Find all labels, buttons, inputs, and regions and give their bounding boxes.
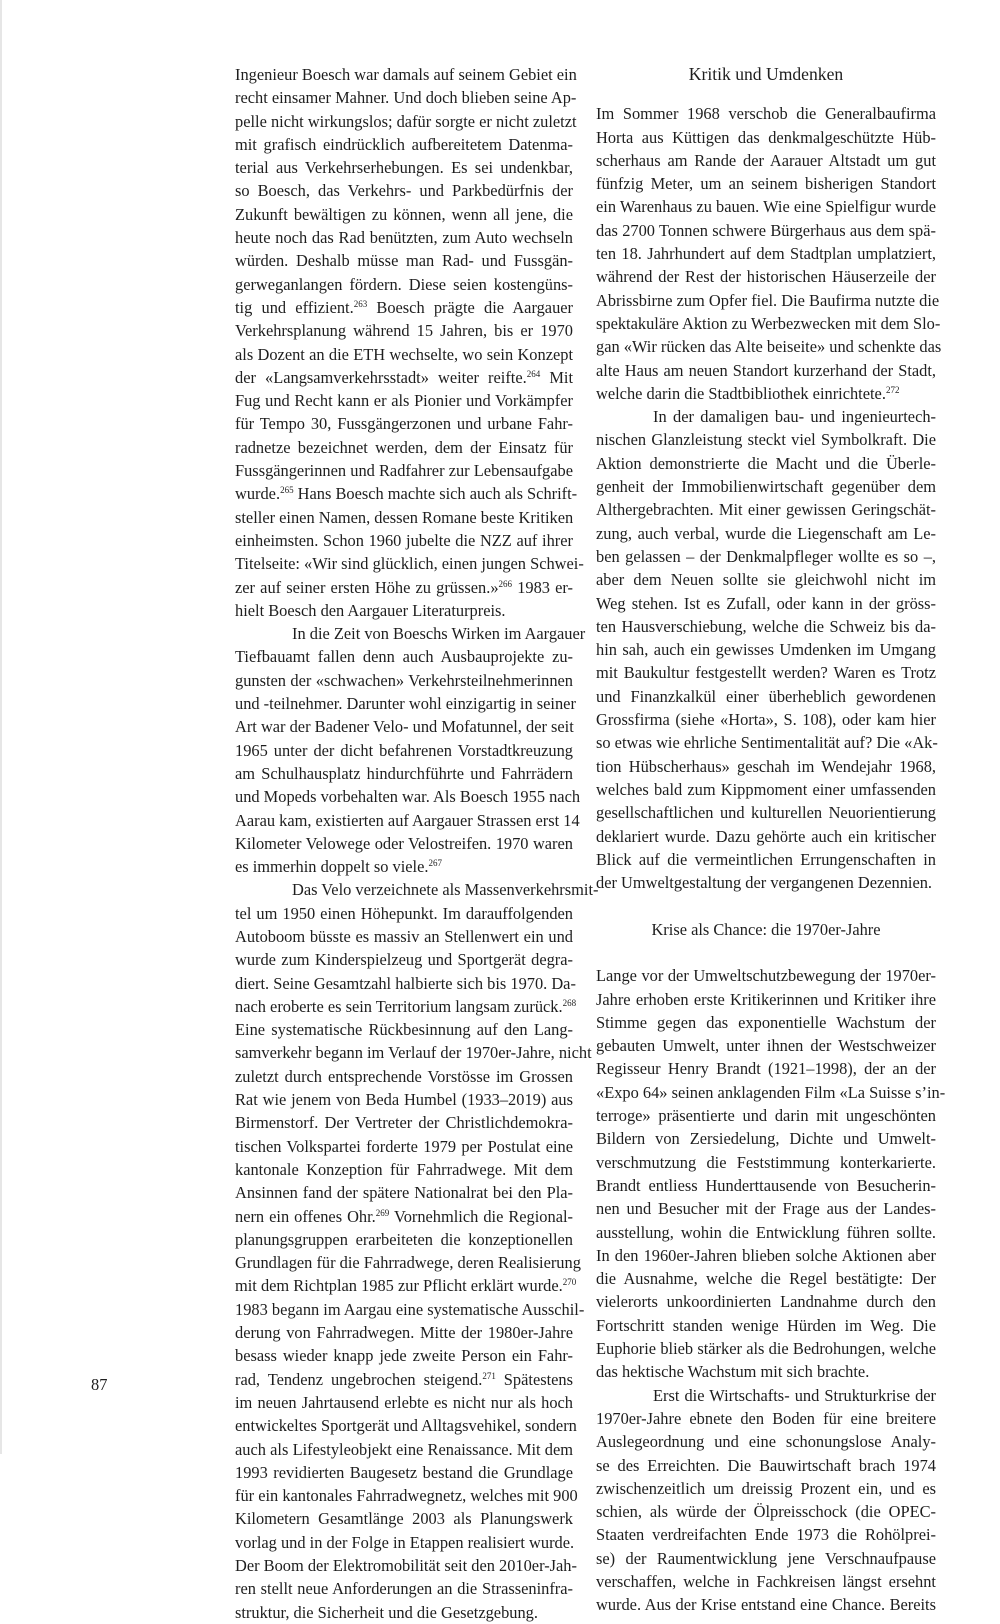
text-line: Der Boom der Elektromobilität seit den 2010er-Jah- [235, 1556, 577, 1575]
text-line: Autoboom büsste es massiv an Stellenwert ein und [235, 926, 573, 946]
footnote-marker: 265 [280, 485, 294, 496]
text-line: zuletzt durch entsprechende Vorstösse im Grossen [235, 1066, 573, 1086]
text-line: Ingenieur Boesch war damals auf seinem Gebiet ein [235, 65, 577, 84]
text-line: der Umweltgestaltung der vergangenen Dezennien. [596, 873, 933, 893]
paragraph [235, 63, 584, 622]
text-line: Regisseur Henry Brandt (1921–1998), der an der [596, 1059, 936, 1079]
section-heading: Kritik und Umdenken [688, 64, 844, 84]
text-line: Aktion demonstrierte die Macht und die Überle- [596, 453, 936, 473]
text-line: Stimme gegen das exponentielle Wachstum der [596, 1012, 936, 1032]
text-line: In den 1960er-Jahren blieben solche Aktionen aber [596, 1245, 936, 1265]
text-line: alte Haus am neuen Standort kurzerhand der Stadt, [596, 360, 936, 380]
text-line: samverkehr begann im Verlauf der 1970er-Jahre, nicht [235, 1043, 592, 1063]
text-line: Staaten verdreifachten Ende 1973 die Rohölprei- [596, 1525, 936, 1545]
text-line: Das Velo verzeichnete als Massenverkehrsmit- [292, 880, 599, 900]
text-line: terroge» präsentierte und darin mit ungeschönten [596, 1106, 936, 1126]
text-line: ten 18. Jahrhundert auf dem Stadtplan umplatziert, [596, 244, 936, 264]
text-line: In die Zeit von Boeschs Wirken im Aargauer [292, 624, 586, 644]
text-line: In der damaligen bau- und ingenieurtech- [653, 407, 936, 427]
text-line: Jahre erhoben erste Kritikerinnen und Kritiker ihre [596, 989, 936, 1009]
text-line: spektakuläre Aktion zu Werbezwecken mit dem Slo- [596, 313, 941, 333]
text-line: Im Sommer 1968 verschob die Generalbaufirma [596, 104, 936, 124]
text-line: tig und effizient.$^{263}$ Boesch prägte die Aargauer [235, 297, 574, 317]
text-line: gerweganlangen fördern. Diese seien kostengüns- [235, 274, 573, 294]
text-line: Fug und Recht kann er als Pionier und Vorkämpfer [235, 391, 573, 411]
text-line: se) der Raumentwicklung jene Verschnaufpause [596, 1548, 936, 1568]
text-line: Auslegeordnung und eine schonungslose Analy- [596, 1432, 936, 1452]
footnote-marker: 269 [375, 1207, 390, 1218]
text-line: nischen Glanzleistung steckt viel Symbolkraft. Die [596, 430, 936, 450]
text-line: Eine systematische Rückbesinnung auf den Lang- [235, 1020, 573, 1040]
subsection-heading: Krise als Chance: die 1970er-Jahre [651, 919, 881, 939]
text-line: ausstellung, wohin die Entwicklung führen sollte. [596, 1222, 936, 1242]
text-line: Rat wie jenem von Beda Humbel (1933–2019) aus [235, 1090, 573, 1110]
text-line: Weg stehen. Ist es Zufall, oder kann in der gröss- [596, 593, 936, 613]
text-line: Zukunft bewältigen zu können, wenn all jene, die [235, 204, 573, 224]
text-line: 1983 begann im Aargau eine systematische Ausschil- [235, 1299, 585, 1319]
text-line: für ein kantonales Fahrradwegnetz, welches mit 900 [235, 1486, 578, 1506]
text-line: für Tempo 30, Fussgängerzonen und urbane Fahr- [235, 414, 573, 434]
footnote-marker: 270 [562, 1277, 577, 1288]
text-line: das 2700 Tonnen schwere Bürgerhaus aus dem spä- [596, 220, 936, 240]
text-line: gan «Wir rücken das Alte beiseite» und schenkte das [596, 337, 942, 357]
text-line: genheit der Immobilienwirtschaft gegenüber dem [596, 477, 936, 497]
text-line: vorlag und in der Folge in Etappen realisiert wurde. [235, 1532, 575, 1552]
text-line: Horta aus Küttigen das denkmalgeschützte Hüb- [596, 127, 936, 147]
text-line: gesellschaftlichen und kulturellen Neuorientierung [596, 803, 936, 823]
text-line: Kilometer Velowege oder Velostreifen. 1970 waren [235, 833, 573, 853]
text-line: hin sah, auch ein gewisses Umdenken im Umgang [596, 640, 936, 660]
text-line: verschaffen, welche in Fachkreisen längst ersehnt [596, 1572, 936, 1591]
text-line: zwischenzeitlich um dreissig Prozent ein, und es [596, 1478, 936, 1498]
spacer [596, 894, 936, 917]
text-line: Brandt entliess Hunderttausende von Besucherin- [596, 1175, 936, 1195]
paragraph [596, 102, 942, 405]
text-line: Althergebrachten. Mit einer gewissen Geringschät- [596, 500, 936, 520]
text-line: es immerhin doppelt so viele.$^{267}$ [235, 857, 442, 877]
text-line: Erst die Wirtschafts- und Strukturkrise der [653, 1385, 936, 1405]
text-line: radnetze bezeichnet werden, dem der Einsatz für [235, 437, 573, 457]
text-line: Lange vor der Umweltschutzbewegung der 1970er- [596, 966, 936, 986]
paragraph [235, 878, 599, 1624]
text-line: tion Hübscherhaus» geschah im Wendejahr 1968, [596, 756, 936, 776]
text-line: gunsten der «schwachen» Verkehrsteilnehmerinnen [235, 670, 573, 690]
text-line: auch als Lifestyleobjekt eine Renaissance. Mit dem [235, 1439, 573, 1459]
text-line: pelle nicht wirkungslos; dafür sorgte er nicht zuletzt [235, 111, 577, 131]
text-line: hielt Boesch den Aargauer Literaturpreis. [235, 600, 506, 620]
text-line: kantonale Konzeption für Fahrradwege. Mit dem [235, 1159, 573, 1179]
text-line: nern ein offenes Ohr.$^{269}$ Vornehmlich die Regional- [235, 1206, 573, 1226]
text-line: Fortschritt standen wenige Hürden im Weg. Die [596, 1315, 936, 1335]
text-line: ein Warenhaus zu bauen. Wie eine Spielfigur wurde [596, 197, 936, 217]
right-column [596, 63, 946, 1617]
text-line: verschmutzung die Feststimmung konterkarierte. [596, 1152, 936, 1172]
text-line: mit grafisch eindrücklich aufbereitetem Datenma- [235, 134, 573, 154]
text-line: gebauten Umwelt, unter ihnen der Westschweizer [596, 1036, 936, 1056]
footnote-marker: 264 [526, 368, 541, 379]
paragraph [235, 622, 586, 878]
text-line: derung von Fahrradwegen. Mitte der 1980er-Jahre [235, 1323, 573, 1343]
text-line: im neuen Jahrtausend erlebte es nicht nur als hoch [235, 1392, 573, 1412]
text-line: rad, Tendenz ungebrochen steigend.$^{271}$ Spätestens [235, 1369, 574, 1389]
text-line: Kilometern Gesamtlänge 2003 als Planungswerk [235, 1509, 573, 1529]
text-line: der «Langsamverkehrsstadt» weiter reifte.$^{264}$ Mit [235, 367, 573, 387]
text-line: heute noch das Rad benützten, zum Auto wechseln [235, 228, 573, 248]
text-line: und Mopeds vorbehalten war. Als Boesch 1955 nach [235, 787, 581, 807]
footnote-marker: 267 [428, 858, 442, 869]
text-line: tischen Volkspartei forderte 1979 per Postulat eine [235, 1136, 573, 1156]
paragraph [596, 1384, 936, 1617]
text-line: struktur, die Sicherheit und die Gesetzgebung. [235, 1602, 538, 1622]
spacer [596, 86, 936, 102]
footnote-marker: 272 [885, 384, 900, 395]
text-line: Aarau kam, existierten auf Aargauer Strassen erst 14 [235, 810, 580, 830]
text-line: entwickeltes Sportgerät und Alltagsvehikel, sondern [235, 1416, 577, 1436]
page-number: 87 [91, 1375, 108, 1394]
left-column [235, 63, 599, 1624]
text-line: während der Rest der historischen Häuserzeile der [596, 267, 936, 287]
text-line: ten Hausverschiebung, welche die Schweiz bis da- [596, 616, 936, 636]
text-line: welche darin die Stadtbibliothek einrichtete.$^{272}$ [596, 383, 900, 403]
footnote-marker: 271 [482, 1370, 496, 1381]
text-line: Titelseite: «Wir sind glücklich, einen jungen Schwei- [235, 554, 584, 574]
text-line: einheimsten. Schon 1960 jubelte die NZZ auf ihrer [235, 530, 573, 550]
text-line: ren stellt neue Anforderungen an die Strasseninfra- [235, 1579, 573, 1599]
text-line: Bildern von Zersiedelung, Dichte und Umwelt- [596, 1129, 936, 1149]
text-line: Tiefbauamt fallen denn auch Ausbauprojekte zu- [235, 647, 573, 667]
text-line: würden. Deshalb müsse man Rad- und Fussgän- [235, 251, 573, 271]
text-line: schien, als würde der Ölpreisschock (die OPEC- [596, 1502, 936, 1522]
text-line: aber dem Neuen sollte sie gleichwohl nicht im [596, 570, 936, 590]
text-line: planungsgruppen erarbeiteten die konzeptionellen [235, 1229, 573, 1249]
text-line: zer auf seiner ersten Höhe zu grüssen.»$^{266}$ 1983 er- [235, 577, 573, 597]
text-line: und Finanzkalkül einer überheblich gewordenen [596, 686, 936, 706]
text-line: 1965 unter der dicht befahrenen Vorstadtkreuzung [235, 740, 573, 760]
text-line: mit dem Richtplan 1985 zur Pflicht erklärt wurde.$^{270}$ [235, 1276, 577, 1296]
text-line: scherhaus am Rande der Aarauer Altstadt um gut [596, 150, 936, 170]
text-line: fünfzig Meter, um an seinem bisherigen Standort [596, 174, 936, 194]
footnote-marker: 268 [562, 997, 577, 1008]
text-line: so Boesch, das Verkehrs- und Parkbedürfnis der [235, 181, 573, 201]
text-line: Ansinnen fand der spätere Nationalrat bei den Pla- [235, 1183, 573, 1203]
text-line: 1993 revidierten Baugesetz bestand die Grundlage [235, 1462, 573, 1482]
text-line: Grossfirma (siehe «Horta», S. 108), oder kam hier [596, 710, 936, 730]
text-line: Grundlagen für die Fahrradwege, deren Realisierung [235, 1253, 581, 1273]
text-line: besass wieder knapp jede zweite Person ein Fahr- [235, 1346, 573, 1366]
text-line: Verkehrsplanung während 15 Jahren, bis er 1970 [235, 321, 573, 341]
text-line: vielerorts unkoordinierten Landnahme durch den [596, 1292, 936, 1312]
text-line: die Ausnahme, welche die Regel bestätigte: Der [596, 1269, 936, 1289]
text-line: Art war der Badener Velo- und Mofatunnel, der seit [235, 717, 574, 737]
text-line: wurde zum Kinderspielzeug und Sportgerät degra- [235, 950, 573, 970]
text-line: deklariert wurde. Dazu gehörte auch ein kritischer [596, 826, 936, 846]
text-line: welches bald zum Kippmoment einer umfassenden [596, 779, 936, 799]
text-line: Blick auf die vermeintlichen Errungenschaften in [596, 849, 936, 869]
text-line: «Expo 64» seinen anklagenden Film «La Suisse s’in- [596, 1082, 946, 1102]
text-line: se des Erreichten. Die Bauwirtschaft brach 1974 [596, 1455, 936, 1475]
text-line: 1970er-Jahre ebnete den Boden für eine breitere [596, 1408, 936, 1428]
text-line: am Schulhausplatz hindurchführte und Fahrrädern [235, 763, 573, 783]
footnote-marker: 266 [498, 578, 513, 589]
text-line: mit Baukultur festgestellt werden? Waren es Trotz [596, 663, 936, 683]
text-line: ben gelassen – der Denkmalpfleger wollte es so –, [596, 546, 936, 566]
text-line: so etwas wie ehrliche Sentimentalität auf? Die «Ak- [596, 733, 938, 753]
text-line: wurde.$^{265}$ Hans Boesch machte sich auch als Schrift- [235, 484, 578, 504]
text-line: Euphorie blieb stärker als die Bedrohungen, welche [596, 1339, 936, 1359]
paragraph [596, 964, 946, 1383]
text-line: wurde. Aus der Krise entstand eine Chance. Bereits [596, 1595, 936, 1615]
spacer [596, 941, 936, 964]
text-line: als Dozent an die ETH wechselte, wo sein Konzept [235, 344, 573, 364]
text-line: nach eroberte es sein Territorium langsam zurück.$^{268}$ [235, 996, 577, 1016]
text-line: recht einsamer Mahner. Und doch blieben seine Ap- [235, 88, 577, 108]
text-line: Birmenstorf. Der Vertreter der Christlichdemokra- [235, 1113, 573, 1133]
text-line: und -teilnehmer. Darunter wohl einzigartig in seiner [235, 694, 576, 714]
paragraph [596, 405, 936, 894]
text-line: diert. Seine Gesamtzahl halbierte sich bis 1970. Da- [235, 973, 576, 993]
footnote-marker: 263 [353, 298, 368, 309]
text-line: Fussgängerinnen und Radfahrer zur Lebensaufgabe [235, 461, 573, 481]
text-line: Abrissbirne zum Opfer fiel. Die Baufirma nutzte die [596, 290, 940, 310]
text-line: zung, auch verbal, wurde die Liegenschaft am Le- [596, 523, 936, 543]
text-line: tel um 1950 einen Höhepunkt. Im darauffolgenden [235, 903, 573, 923]
text-line: steller einen Namen, dessen Romane beste Kritiken [235, 507, 574, 527]
text-line: das hektische Wachstum mit sich brachte. [596, 1362, 870, 1382]
text-line: terial aus Verkehrserhebungen. Es sei undenkbar, [235, 158, 573, 178]
text-line: nen und Besucher mit der Frage aus der Landes- [596, 1199, 936, 1219]
